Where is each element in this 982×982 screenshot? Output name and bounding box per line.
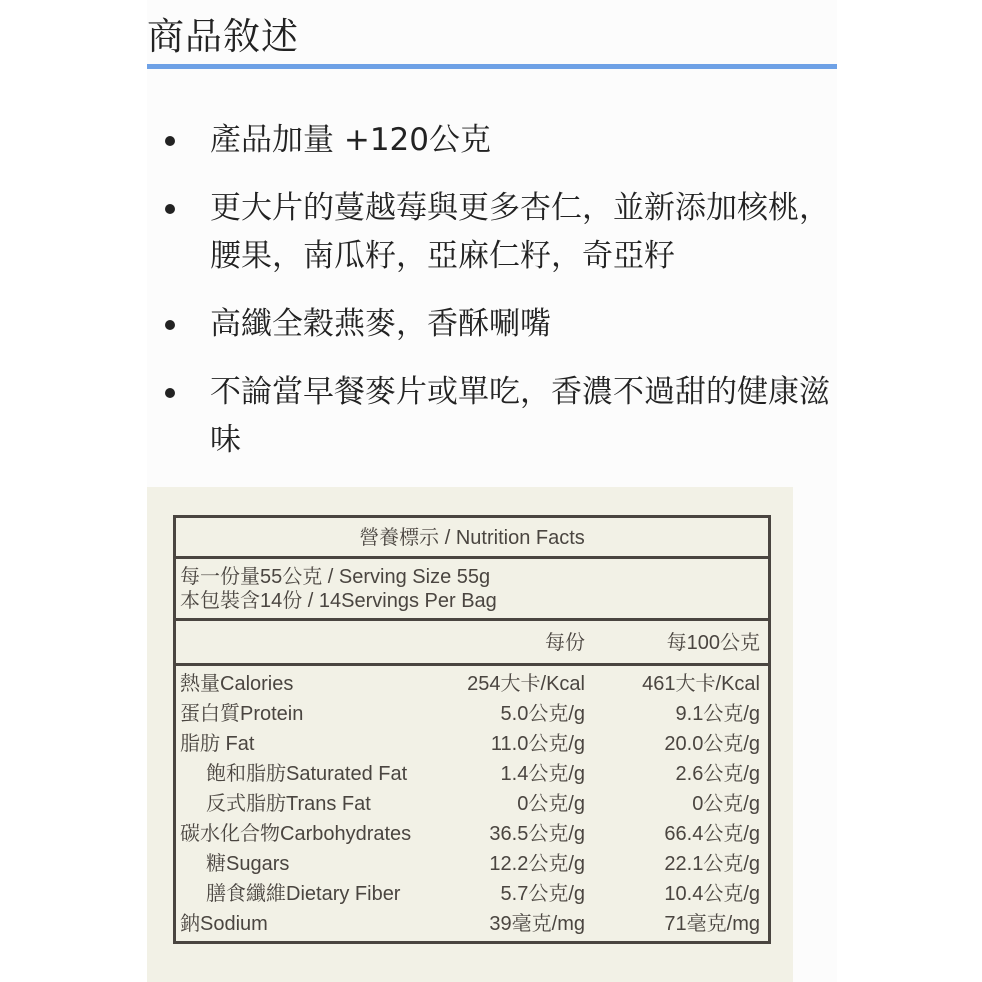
- per-serving-value: 1.4公克/g: [500, 763, 585, 785]
- list-item: [147, 184, 847, 280]
- header-per-serving: 每份: [545, 632, 585, 654]
- bullet-icon: [165, 136, 175, 146]
- nutrient-name: 鈉Sodium: [180, 913, 268, 935]
- per-serving-value: 11.0公克/g: [490, 733, 585, 755]
- per-serving-value: 254大卡/Kcal: [467, 673, 585, 695]
- per-100g-value: 2.6公克/g: [675, 763, 760, 785]
- table-row: [176, 669, 768, 699]
- feature-list: [147, 116, 847, 484]
- per-serving-value: 0公克/g: [517, 793, 585, 815]
- bullet-icon: [165, 320, 175, 330]
- per-100g-value: 0公克/g: [692, 793, 760, 815]
- per-100g-value: 22.1公克/g: [664, 853, 760, 875]
- per-serving-value: 39毫克/mg: [489, 913, 585, 935]
- list-item-text: 產品加量 +120公克: [210, 122, 491, 158]
- list-item-text: 不論當早餐麥片或單吃，香濃不過甜的健康滋味: [210, 374, 830, 458]
- list-item: [147, 116, 847, 164]
- nutrition-facts-table: [173, 515, 771, 944]
- list-item: [147, 300, 847, 348]
- nutrient-name: 糖Sugars: [206, 853, 290, 875]
- nutrient-name: 脂肪 Fat: [180, 733, 255, 755]
- servings-per-bag: 本包裝含14份 / 14Servings Per Bag: [180, 590, 497, 612]
- per-100g-value: 66.4公克/g: [664, 823, 760, 845]
- per-serving-value: 5.7公克/g: [500, 883, 585, 905]
- table-row: [176, 699, 768, 729]
- serving-info: [176, 559, 768, 621]
- per-100g-value: 71毫克/mg: [664, 913, 760, 935]
- nutrient-name: 反式脂肪Trans Fat: [206, 793, 371, 815]
- nutrition-title: 營養標示 / Nutrition Facts: [176, 518, 768, 559]
- per-serving-value: 12.2公克/g: [489, 853, 585, 875]
- column-headers: [176, 621, 768, 666]
- table-row: [176, 879, 768, 909]
- per-100g-value: 10.4公克/g: [664, 883, 760, 905]
- table-row: [176, 849, 768, 879]
- bullet-icon: [165, 388, 175, 398]
- serving-size: 每一份量55公克 / Serving Size 55g: [180, 566, 491, 588]
- nutrient-name: 膳食纖維Dietary Fiber: [206, 883, 401, 905]
- nutrient-name: 熱量Calories: [180, 673, 294, 695]
- nutrient-name: 碳水化合物Carbohydrates: [180, 823, 412, 845]
- list-item-text: 高纖全穀燕麥，香酥唰嘴: [210, 306, 551, 342]
- heading-underline: [147, 64, 837, 69]
- table-row: [176, 759, 768, 789]
- table-row: [176, 909, 768, 939]
- nutrient-name: 蛋白質Protein: [180, 703, 304, 725]
- nutrient-rows: [176, 666, 768, 939]
- list-item: [147, 368, 847, 464]
- nutrient-name: 飽和脂肪Saturated Fat: [206, 763, 408, 785]
- per-serving-value: 36.5公克/g: [489, 823, 585, 845]
- section-heading: 商品敘述: [147, 15, 299, 58]
- bullet-icon: [165, 204, 175, 214]
- per-100g-value: 461大卡/Kcal: [642, 673, 760, 695]
- table-row: [176, 789, 768, 819]
- table-row: [176, 819, 768, 849]
- per-serving-value: 5.0公克/g: [500, 703, 585, 725]
- list-item-text: 更大片的蔓越莓與更多杏仁，並新添加核桃，腰果，南瓜籽，亞麻仁籽，奇亞籽: [210, 190, 830, 274]
- per-100g-value: 9.1公克/g: [675, 703, 760, 725]
- header-per-100g: 每100公克: [666, 632, 760, 654]
- per-100g-value: 20.0公克/g: [664, 733, 760, 755]
- table-row: [176, 729, 768, 759]
